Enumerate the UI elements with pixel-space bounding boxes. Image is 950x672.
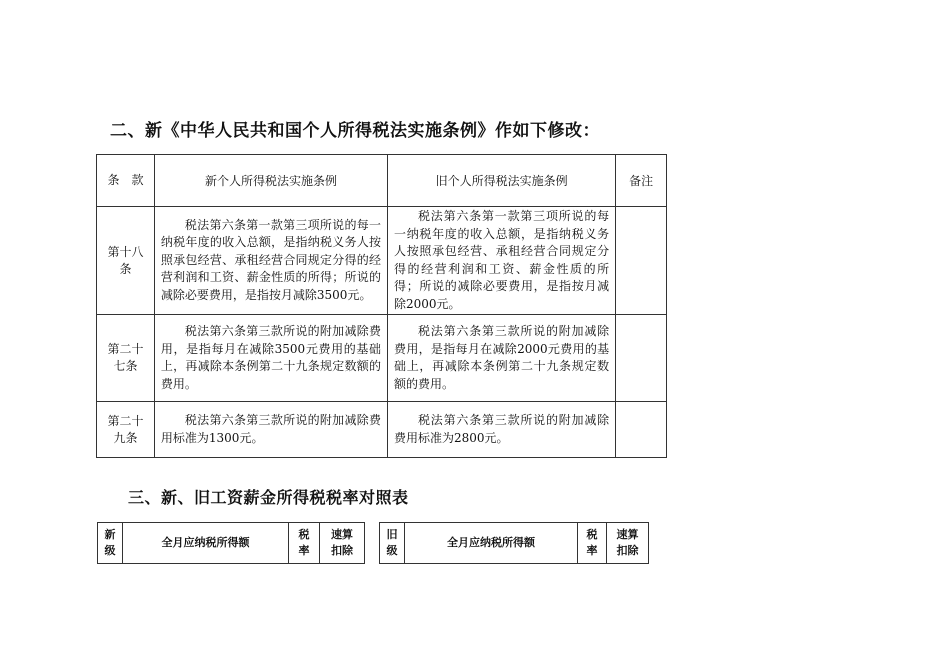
section-3-heading: 三、新、旧工资薪金所得税税率对照表 (128, 488, 409, 507)
header-monthly-taxable-income: 全月应纳税所得额 (123, 523, 289, 564)
header-tax-rate-label: 税率 (586, 528, 598, 557)
article-label: 第二十七条 (107, 342, 144, 373)
header-tax-rate (289, 523, 320, 564)
header-level-label: 新级 (104, 528, 116, 557)
old-regulation-text: 税法第六条第三款所说的附加减除费用，是指每月在减除2000元费用的基础上，再减除本条例第二十九条规定数额的费用。 (388, 315, 616, 402)
old-regulation-text: 税法第六条第一款第三项所说的每一纳税年度的收入总额，是指纳税义务人按照承包经营、承租经营合同规定分得的经营利润和工资、薪金性质的所得；所说的减除必要费用，是指按月减除2000元。 (388, 207, 616, 315)
header-new-regulation: 新个人所得税法实施条例 (154, 155, 387, 207)
header-level-label: 旧级 (386, 528, 398, 557)
table-row (97, 315, 667, 402)
article-number (97, 207, 155, 315)
table-header-row (97, 155, 667, 207)
header-tax-rate (578, 523, 607, 564)
section-2-heading: 二、新《中华人民共和国个人所得税法实施条例》作如下修改： (110, 121, 600, 141)
header-note: 备注 (616, 155, 667, 207)
header-quick-deduction-label: 速算扣除 (616, 528, 639, 557)
header-quick-deduction (607, 523, 649, 564)
note-cell (616, 207, 667, 315)
article-number (97, 315, 155, 402)
header-article-part-1: 条 (107, 173, 120, 187)
new-regulation-text: 税法第六条第一款第三项所说的每一纳税年度的收入总额，是指纳税义务人按照承包经营、承租经营合同规定分得的经营利润和工资、薪金性质的所得；所说的减除必要费用，是指按月减除3500元。 (154, 207, 387, 315)
note-cell (616, 315, 667, 402)
header-article (97, 155, 155, 207)
header-quick-deduction (320, 523, 365, 564)
header-article-part-2: 款 (131, 173, 144, 187)
old-regulation-text: 税法第六条第三款所说的附加减除费用标准为2800元。 (388, 402, 616, 458)
header-level (380, 523, 405, 564)
old-tax-rate-table (379, 522, 649, 564)
note-cell (616, 402, 667, 458)
rate-header-row (380, 523, 649, 564)
header-tax-rate-label: 税率 (298, 528, 310, 557)
new-tax-rate-table (97, 522, 365, 564)
article-number (97, 402, 155, 458)
new-regulation-text: 税法第六条第三款所说的附加减除费用标准为1300元。 (154, 402, 387, 458)
new-regulation-text: 税法第六条第三款所说的附加减除费用，是指每月在减除3500元费用的基础上，再减除本条例第二十九条规定数额的费用。 (154, 315, 387, 402)
table-row (97, 402, 667, 458)
table-row (97, 207, 667, 315)
header-old-regulation: 旧个人所得税法实施条例 (388, 155, 616, 207)
article-label: 第十八条 (107, 244, 144, 276)
rate-header-row (98, 523, 365, 564)
header-level (98, 523, 123, 564)
regulation-comparison-table (96, 154, 667, 458)
article-label: 第二十九条 (107, 413, 144, 445)
header-quick-deduction-label: 速算扣除 (331, 528, 353, 557)
header-monthly-taxable-income: 全月应纳税所得额 (405, 523, 578, 564)
